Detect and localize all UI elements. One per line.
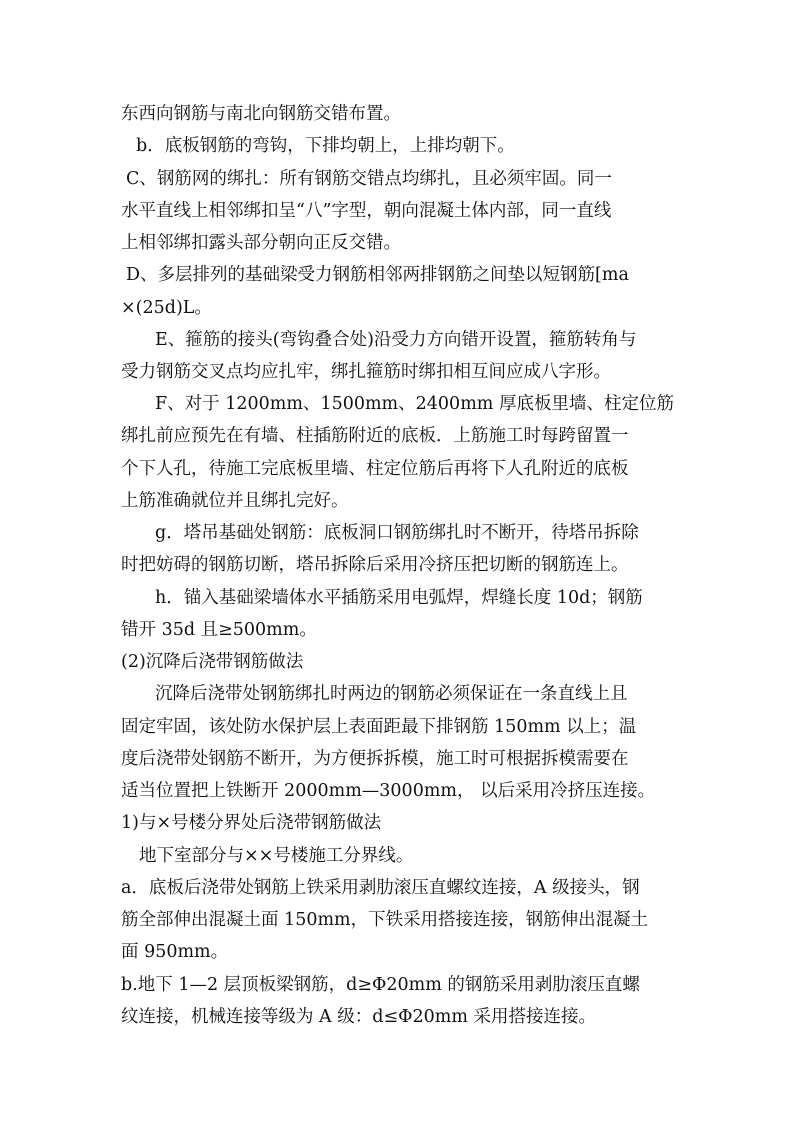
text-line: 受力钢筋交叉点均应扎牢，绑扎箍筋时绑扣相互间应成八字形。 xyxy=(121,362,611,382)
text-line: D、多层排列的基础梁受力钢筋相邻两排钢筋之间垫以短钢筋[ma xyxy=(126,265,629,285)
text-line: b.地下 1—2 层顶板梁钢筋，d≥Φ20mm 的钢筋采用剥肋滚压直螺 xyxy=(121,975,640,995)
text-line: 上相邻绑扣露头部分朝向正反交错。 xyxy=(121,233,401,253)
section-heading: (2)沉降后浇带钢筋做法 xyxy=(121,652,304,672)
text-line: 上筋准确就位并且绑扎完好。 xyxy=(121,491,349,511)
text-line: g．塔吊基础处钢筋：底板洞口钢筋绑扎时不断开，待塔吊拆除 xyxy=(155,523,639,543)
text-line: 地下室部分与××号楼施工分界线。 xyxy=(139,846,414,866)
text-line: F、对于 1200mm、1500mm、2400mm 厚底板里墙、柱定位筋 xyxy=(155,394,674,414)
text-line: 面 950mm。 xyxy=(121,942,229,962)
text-line: h．锚入基础梁墙体水平插筋采用电弧焊，焊缝长度 10d；钢筋 xyxy=(155,588,643,608)
text-line: 适当位置把上铁断开 2000mm—3000mm， 以后采用冷挤压连接。 xyxy=(121,781,656,801)
text-line: 筋全部伸出混凝土面 150mm，下铁采用搭接连接，钢筋伸出混凝土 xyxy=(121,910,649,930)
text-line: C、钢筋网的绑扎：所有钢筋交错点均绑扎，且必须牢固。同一 xyxy=(126,169,612,189)
text-line: b．底板钢筋的弯钩，下排均朝上，上排均朝下。 xyxy=(136,136,515,156)
text-line: ×(25d)L。 xyxy=(121,298,212,318)
text-line: 错开 35d 且≥500mm。 xyxy=(121,620,317,640)
text-line: 绑扎前应预先在有墙、柱插筋附近的底板．上筋施工时每跨留置一 xyxy=(121,426,629,446)
text-line: E、箍筋的接头(弯钩叠合处)沿受力方向错开设置，箍筋转角与 xyxy=(155,330,637,350)
section-heading: 1)与×号楼分界处后浇带钢筋做法 xyxy=(121,813,382,833)
text-line: 沉降后浇带处钢筋绑扎时两边的钢筋必须保证在一条直线上且 xyxy=(155,684,628,704)
text-line: 纹连接，机械连接等级为 A 级：d≤Φ20mm 采用搭接连接。 xyxy=(121,1007,596,1027)
text-line: 时把妨碍的钢筋切断，塔吊拆除后采用冷挤压把切断的钢筋连上。 xyxy=(121,555,629,575)
text-line: a．底板后浇带处钢筋上铁采用剥肋滚压直螺纹连接，A 级接头，钢 xyxy=(121,878,640,898)
text-line: 水平直线上相邻绑扣呈“八”字型，朝向混凝土体内部，同一直线 xyxy=(121,201,612,221)
text-line: 东西向钢筋与南北向钢筋交错布置。 xyxy=(121,104,401,124)
text-line: 固定牢固，该处防水保护层上表面距最下排钢筋 150mm 以上；温 xyxy=(121,717,637,737)
text-line: 度后浇带处钢筋不断开，为方便拆拆模，施工时可根据拆模需要在 xyxy=(121,749,629,769)
text-line: 个下人孔，待施工完底板里墙、柱定位筋后再将下人孔附近的底板 xyxy=(121,459,629,479)
